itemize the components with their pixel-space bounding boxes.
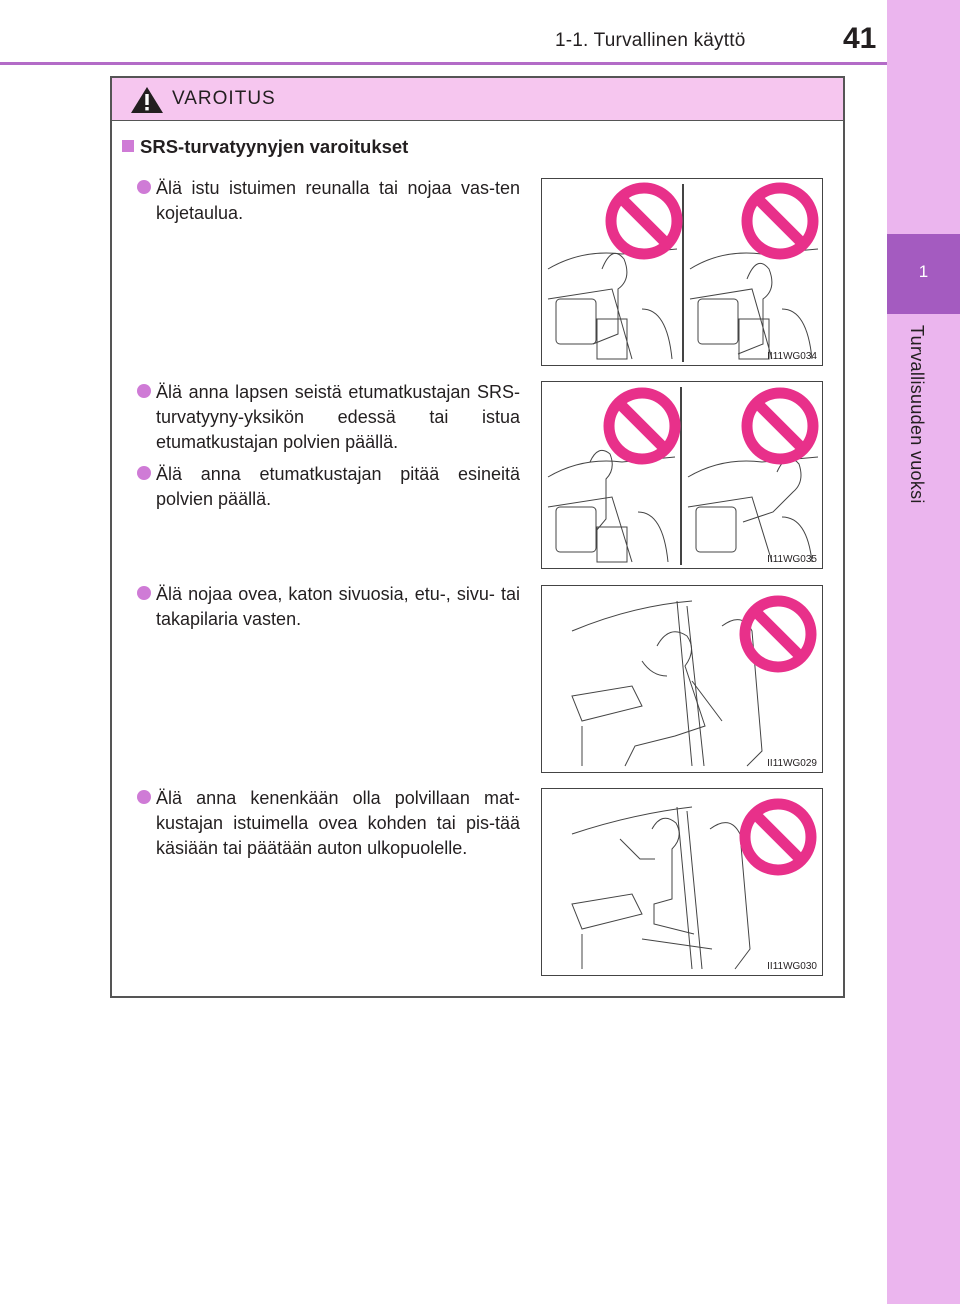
warning-triangle-icon [130,86,164,114]
list-item: Älä nojaa ovea, katon sivuosia, etu-, sivu- tai takapilaria vasten. [156,582,520,632]
chapter-title: Turvallisuuden vuoksi [907,325,927,504]
illustration-figure [541,381,823,569]
list-item: Älä anna etumatkustajan pitää esineitä polvien päällä. [156,462,520,512]
illustration-figure [541,585,823,773]
section-title: SRS-turvatyynyjen varoitukset [122,136,408,158]
running-header-section: 1-1. Turvallinen käyttö [555,30,746,51]
figure-id: II11WG030 [767,961,817,972]
page-number: 41 [843,22,877,55]
figure-id: II11WG034 [767,351,817,362]
list-item: Älä istu istuimen reunalla tai nojaa vas-ten kojetaulua. [156,176,520,226]
warning-label: VAROITUS [172,88,276,109]
car-interior-illustration [542,382,823,569]
square-bullet-icon [122,140,134,152]
bullet-icon [137,180,151,194]
warning-header [112,78,843,121]
car-interior-illustration [542,179,823,366]
bullet-icon [137,384,151,398]
bullet-icon [137,790,151,804]
figure-id: II11WG035 [767,554,817,565]
bullet-icon [137,466,151,480]
car-interior-illustration [542,789,823,976]
illustration-figure [541,788,823,976]
warning-box [110,76,845,998]
chapter-number: 1 [887,234,960,314]
illustration-figure [541,178,823,366]
figure-id: II11WG029 [767,758,817,769]
bullet-icon [137,586,151,600]
header-rule [0,62,887,65]
side-tab [887,0,960,1304]
car-interior-illustration [542,586,823,773]
list-item: Älä anna kenenkään olla polvillaan mat-kustajan istuimella ovea kohden tai pis-tää käsiään tai päätään auton ulkopuolelle. [156,786,520,861]
list-item: Älä anna lapsen seistä etumatkustajan SRS-turvatyyny-yksikön edessä tai istua etumatkustajan polvien päällä. [156,380,520,455]
